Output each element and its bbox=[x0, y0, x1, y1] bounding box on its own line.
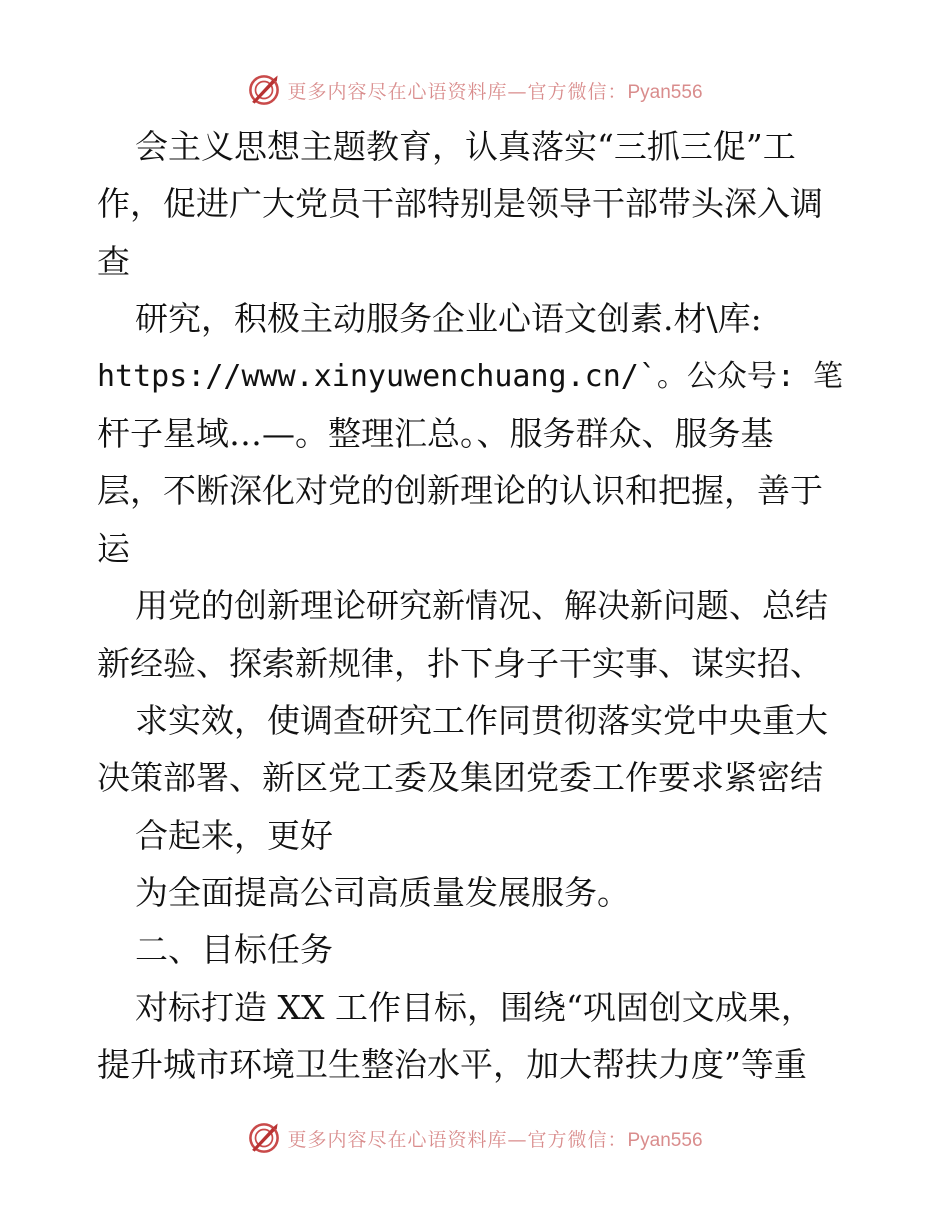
text-line: 用党的创新理论研究新情况、解决新问题、总结 bbox=[135, 586, 828, 626]
watermark-id: Pyan556 bbox=[627, 81, 703, 103]
text-line: 为全面提高公司高质量发展服务。 bbox=[135, 873, 630, 913]
watermark-id: Pyan556 bbox=[627, 1129, 703, 1151]
text-line: 研究，积极主动服务企业心语文创素.材\库: bbox=[135, 299, 762, 339]
text-line: 杆子星域…—。整理汇总。、服务群众、服务基 bbox=[97, 413, 774, 453]
text-line: https://www.xinyuwenchuang.cn/`。公众号: 笔 bbox=[97, 358, 844, 394]
watermark-text: 更多内容尽在心语资料库—官方微信：Pyan556 bbox=[287, 80, 703, 103]
text-line: 决策部署、新区党工委及集团党委工作要求紧密结 bbox=[97, 758, 823, 798]
watermark-text: 更多内容尽在心语资料库—官方微信：Pyan556 bbox=[287, 1128, 703, 1151]
text-line: 合起来，更好 bbox=[135, 815, 333, 855]
header-watermark bbox=[0, 70, 950, 110]
text-line: 求实效，使调查研究工作同贯彻落实党中央重大 bbox=[135, 700, 828, 740]
quill-pen-logo-icon bbox=[247, 1121, 281, 1155]
text-line: 会主义思想主题教育，认真落实“三抓三促”工 bbox=[135, 127, 796, 166]
text-line: 对标打造 XX 工作目标，围绕“巩固创文成果， bbox=[135, 987, 814, 1027]
quill-pen-logo-icon bbox=[247, 73, 281, 107]
text-line: 作，促进广大党员干部特别是领导干部带头深入调 bbox=[97, 184, 823, 224]
text-line: 运 bbox=[97, 528, 130, 568]
text-line: 层，不断深化对党的创新理论的认识和把握，善于 bbox=[97, 471, 823, 511]
text-line: 新经验、探索新规律，扑下身子干实事、谋实招、 bbox=[97, 643, 823, 683]
text-line: 提升城市环境卫生整治水平，加大帮扶力度”等重 bbox=[97, 1045, 807, 1085]
footer-watermark bbox=[0, 1118, 950, 1158]
section-heading: 二、目标任务 bbox=[135, 930, 333, 970]
text-line: 查 bbox=[97, 241, 130, 281]
document-body bbox=[97, 118, 857, 1094]
